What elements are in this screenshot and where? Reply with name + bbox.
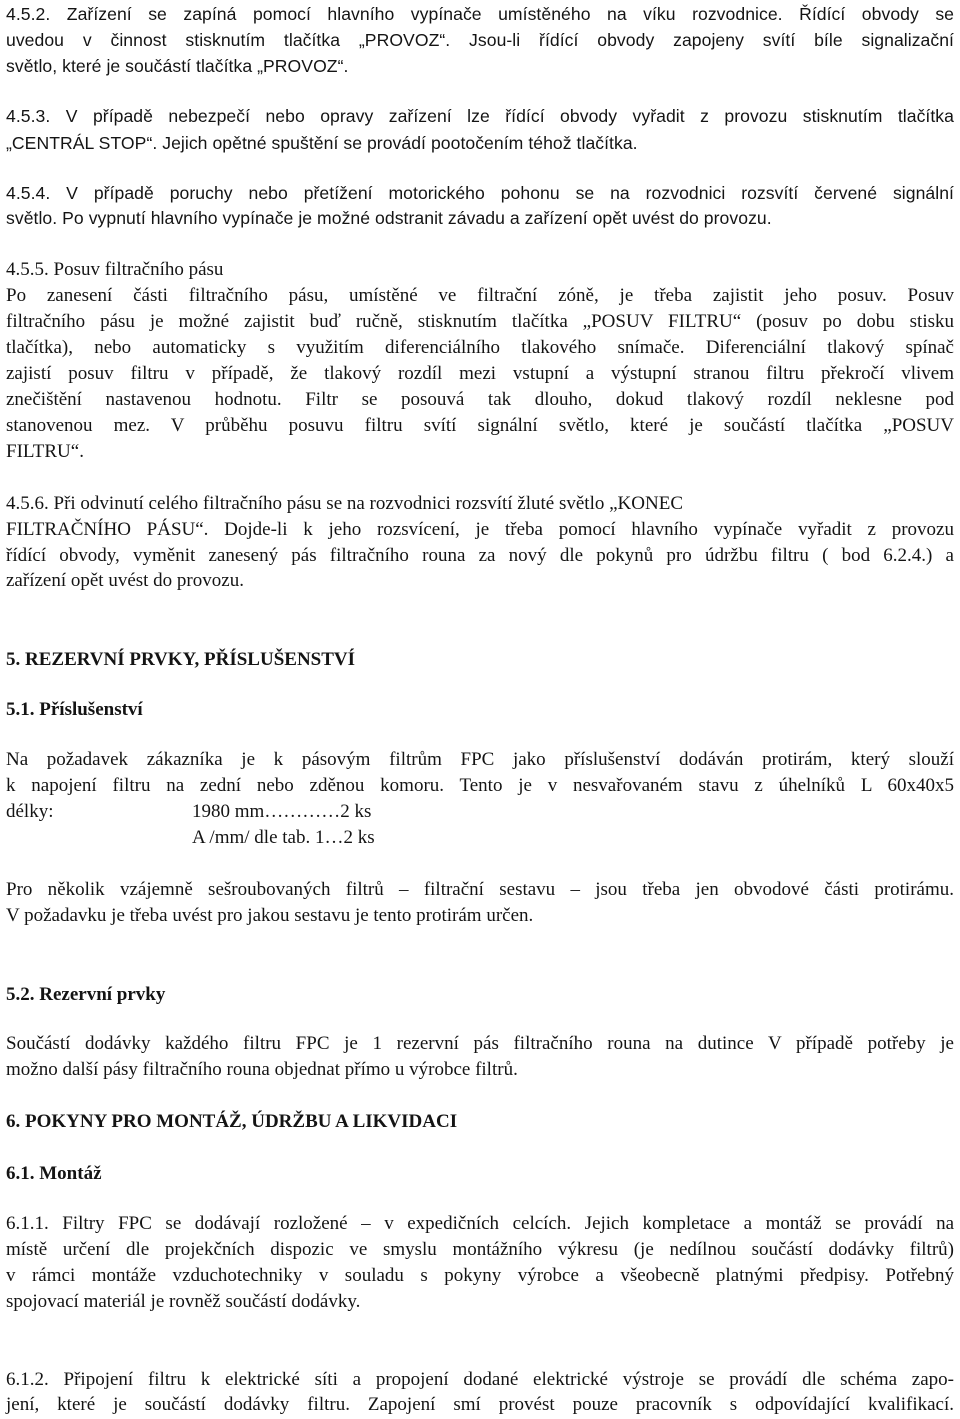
section-heading: 5.2. Rezervní prvky	[6, 984, 166, 1005]
text-line: 4.5.6. Při odvinutí celého filtračního pásu se na rozvodnici rozsvítí žluté světlo „KONEC	[6, 493, 683, 514]
text-line: 1980 mm…………2 ks	[192, 801, 372, 822]
text-line: 4.5.4. V případě poruchy nebo přetížení motorického pohonu se na rozvodnici rozsvítí červené signální	[6, 183, 954, 203]
text-line: místě určení dle projekčních dispozic ve smyslu montážního výkresu (je nedílnou součástí dodávky filtrů)	[6, 1239, 954, 1260]
text-line: znečištění nastavenou hodnotu. Filtr se posouvá tak dlouho, dokud tlakový rozdíl neklesne pod	[6, 389, 954, 410]
text-line: zajistí posuv filtru v případě, že tlakový rozdíl mezi vstupní a výstupní stranou filtru překročí vlivem	[6, 363, 954, 384]
text-line: možno další pásy filtračního rouna objednat přímo u výrobce filtrů.	[6, 1059, 518, 1080]
text-line: Pro několik vzájemně sešroubovaných filtrů – filtrační sestavu – jsou třeba jen obvodové části protirámu.	[6, 879, 954, 900]
text-line: Součástí dodávky každého filtru FPC je 1 rezervní pás filtračního rouna na dutince V případě potřeby je	[6, 1033, 954, 1054]
text-line: 4.5.2. Zařízení se zapíná pomocí hlavního vypínače umístěného na víku rozvodnice. Řídící obvody se	[6, 4, 954, 24]
text-line: filtračního pásu je možné zajistit buď ručně, stisknutím tlačítka „POSUV FILTRU“ (posuv po dobu stisku	[6, 311, 954, 332]
text-line: 6.1.1. Filtry FPC se dodávají rozložené – v expedičních celcích. Jejich kompletace a montáž se provádí na	[6, 1213, 954, 1234]
text-line: „CENTRÁL STOP“. Jejich opětné spuštění se provádí pootočením téhož tlačítka.	[6, 133, 638, 153]
text-line: délky:	[6, 801, 54, 822]
text-line: 4.5.3. V případě nebezpečí nebo opravy zařízení lze řídící obvody vyřadit z provozu stisknutím tlačítka	[6, 106, 954, 126]
text-line: Po zanesení části filtračního pásu, umístěné ve filtrační zóně, je třeba zajistit jeho posuv. Posuv	[6, 285, 954, 306]
section-heading: 5.1. Příslušenství	[6, 699, 143, 720]
text-line: uvedou v činnost stisknutím tlačítka „PROVOZ“. Jsou-li řídící obvody zapojeny svítí bíle signalizační	[6, 30, 954, 50]
text-line: 6.1.2. Připojení filtru k elektrické síti a propojení dodané elektrické výstroje se provádí dle schéma zapo-	[6, 1369, 954, 1390]
text-line: FILTRU“.	[6, 441, 84, 462]
text-line: k napojení filtru na zední nebo zděnou komoru. Tento je v nesvařovaném stavu z úhelníků L 60x40x5	[6, 775, 954, 796]
text-line: řídící obvody, vyměnit zanesený pás filtračního rouna za nový dle pokynů pro údržbu filtru ( bod 6.2.4.) a	[6, 545, 954, 566]
text-line: světlo, které je součástí tlačítka „PROVOZ“.	[6, 56, 349, 76]
text-line: jení, které je součástí dodávky filtru. Zapojení smí provést pouze pracovník s odpovídající kvalifikací.	[6, 1394, 954, 1415]
text-line: A /mm/ dle tab. 1…2 ks	[192, 827, 375, 848]
text-line: v rámci montáže vzduchotechniky v souladu s pokyny výrobce a všeobecně platnými předpisy. Potřebný	[6, 1265, 954, 1286]
text-line: Na požadavek zákazníka je k pásovým filtrům FPC jako příslušenství dodáván protirám, který slouží	[6, 749, 954, 770]
text-line: V požadavku je třeba uvést pro jakou sestavu je tento protirám určen.	[6, 905, 534, 926]
text-line: 4.5.5. Posuv filtračního pásu	[6, 259, 224, 280]
text-line: světlo. Po vypnutí hlavního vypínače je možné odstranit závadu a zařízení opět uvést do provozu.	[6, 208, 772, 228]
text-line: spojovací materiál je rovněž součástí dodávky.	[6, 1291, 361, 1312]
section-heading: 6. POKYNY PRO MONTÁŽ, ÚDRŽBU A LIKVIDACI	[6, 1111, 458, 1132]
section-heading: 6.1. Montáž	[6, 1163, 102, 1184]
section-heading: 5. REZERVNÍ PRVKY, PŘÍSLUŠENSTVÍ	[6, 649, 356, 670]
text-line: stanovenou mez. V průběhu posuvu filtru svítí signální světlo, které je součástí tlačítka „POSUV	[6, 415, 954, 436]
text-line: zařízení opět uvést do provozu.	[6, 570, 244, 591]
text-line: tlačítka), nebo automaticky s využitím diferenciálního tlakového snímače. Diferenciální tlakový spínač	[6, 337, 954, 358]
text-line: FILTRAČNÍHO PÁSU“. Dojde-li k jeho rozsvícení, je třeba pomocí hlavního vypínače vyřadit z provozu	[6, 519, 954, 540]
